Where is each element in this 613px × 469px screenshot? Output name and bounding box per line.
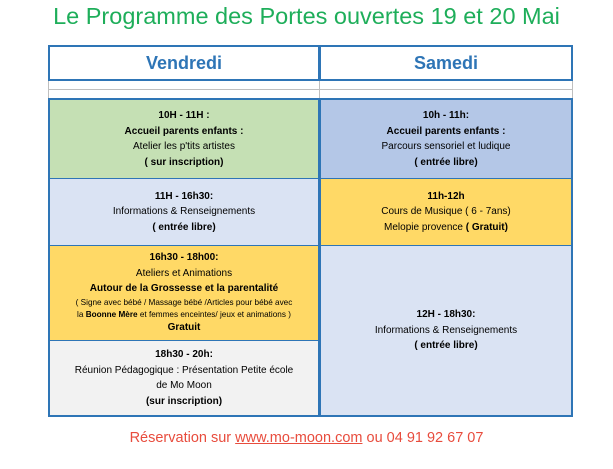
detail-bold: ( Gratuit) <box>465 221 508 233</box>
saturday-slot-morning <box>321 100 571 178</box>
slot-activity: Accueil parents enfants : <box>386 125 506 137</box>
slot-detail-line1: ( Signe avec bébé / Massage bébé /Articles pour bébé avec <box>75 297 293 307</box>
footer-prefix: Réservation sur <box>129 430 232 446</box>
column-header-friday: Vendredi <box>48 45 320 81</box>
detail-bold: Boonne Mère <box>85 309 138 319</box>
detail-suffix: et femmes enceintes/ jeux et animations ) <box>139 309 291 319</box>
saturday-slot-afternoon <box>321 245 571 415</box>
slot-note: ( entrée libre) <box>152 221 216 233</box>
saturday-column <box>319 98 573 417</box>
saturday-slot-midday <box>321 178 571 245</box>
slot-time: 16h30 - 18h00: <box>149 252 219 264</box>
detail-prefix: la <box>77 309 84 319</box>
slot-time: 11h-12h <box>427 190 465 202</box>
slot-line2: de Mo Moon <box>156 380 212 391</box>
slot-activity: Informations & Renseignements <box>374 324 518 336</box>
slot-subtitle: Autour de la Grossesse et la parentalité <box>89 283 279 295</box>
slot-detail <box>384 220 508 236</box>
page-title: Le Programme des Portes ouvertes 19 et 20 Mai <box>53 3 560 29</box>
friday-slot-evening <box>50 340 318 415</box>
slot-time: 11H - 16h30: <box>154 190 214 202</box>
slot-time: 10h - 11h: <box>422 110 470 121</box>
slot-activity: Ateliers et Animations <box>135 267 233 279</box>
slot-note: ( sur inscription) <box>144 156 224 168</box>
slot-detail: Parcours sensoriel et ludique <box>381 141 511 152</box>
slot-activity: Accueil parents enfants : <box>124 125 244 137</box>
slot-activity: Informations & Renseignements <box>112 206 256 218</box>
slot-detail: Atelier les p'tits artistes <box>133 141 235 152</box>
slot-note: ( entrée libre) <box>414 340 478 352</box>
friday-column <box>48 98 320 417</box>
slot-activity: Cours de Musique ( 6 - 7ans) <box>381 206 511 218</box>
slot-detail-line2 <box>77 309 291 321</box>
friday-slot-morning <box>50 100 318 178</box>
slot-note: Gratuit <box>167 322 201 334</box>
slot-note: (sur inscription) <box>145 395 223 407</box>
slot-note: ( entrée libre) <box>414 156 478 168</box>
slot-line1: Réunion Pédagogique : Présentation Petite école <box>74 364 294 376</box>
slot-time: 12H - 18h30: <box>416 309 476 321</box>
detail-prefix: Melopie provence <box>384 221 463 233</box>
website-link[interactable]: www.mo-moon.com <box>235 430 363 446</box>
footer-suffix: ou 04 91 92 67 07 <box>366 430 484 446</box>
friday-slot-midday <box>50 178 318 245</box>
column-header-saturday: Samedi <box>319 45 573 81</box>
slot-time: 10H - 11H : <box>158 110 210 121</box>
spacer-divider <box>48 89 573 90</box>
friday-slot-afternoon <box>50 245 318 340</box>
reservation-footer <box>0 430 613 446</box>
slot-time: 18h30 - 20h: <box>155 349 213 360</box>
